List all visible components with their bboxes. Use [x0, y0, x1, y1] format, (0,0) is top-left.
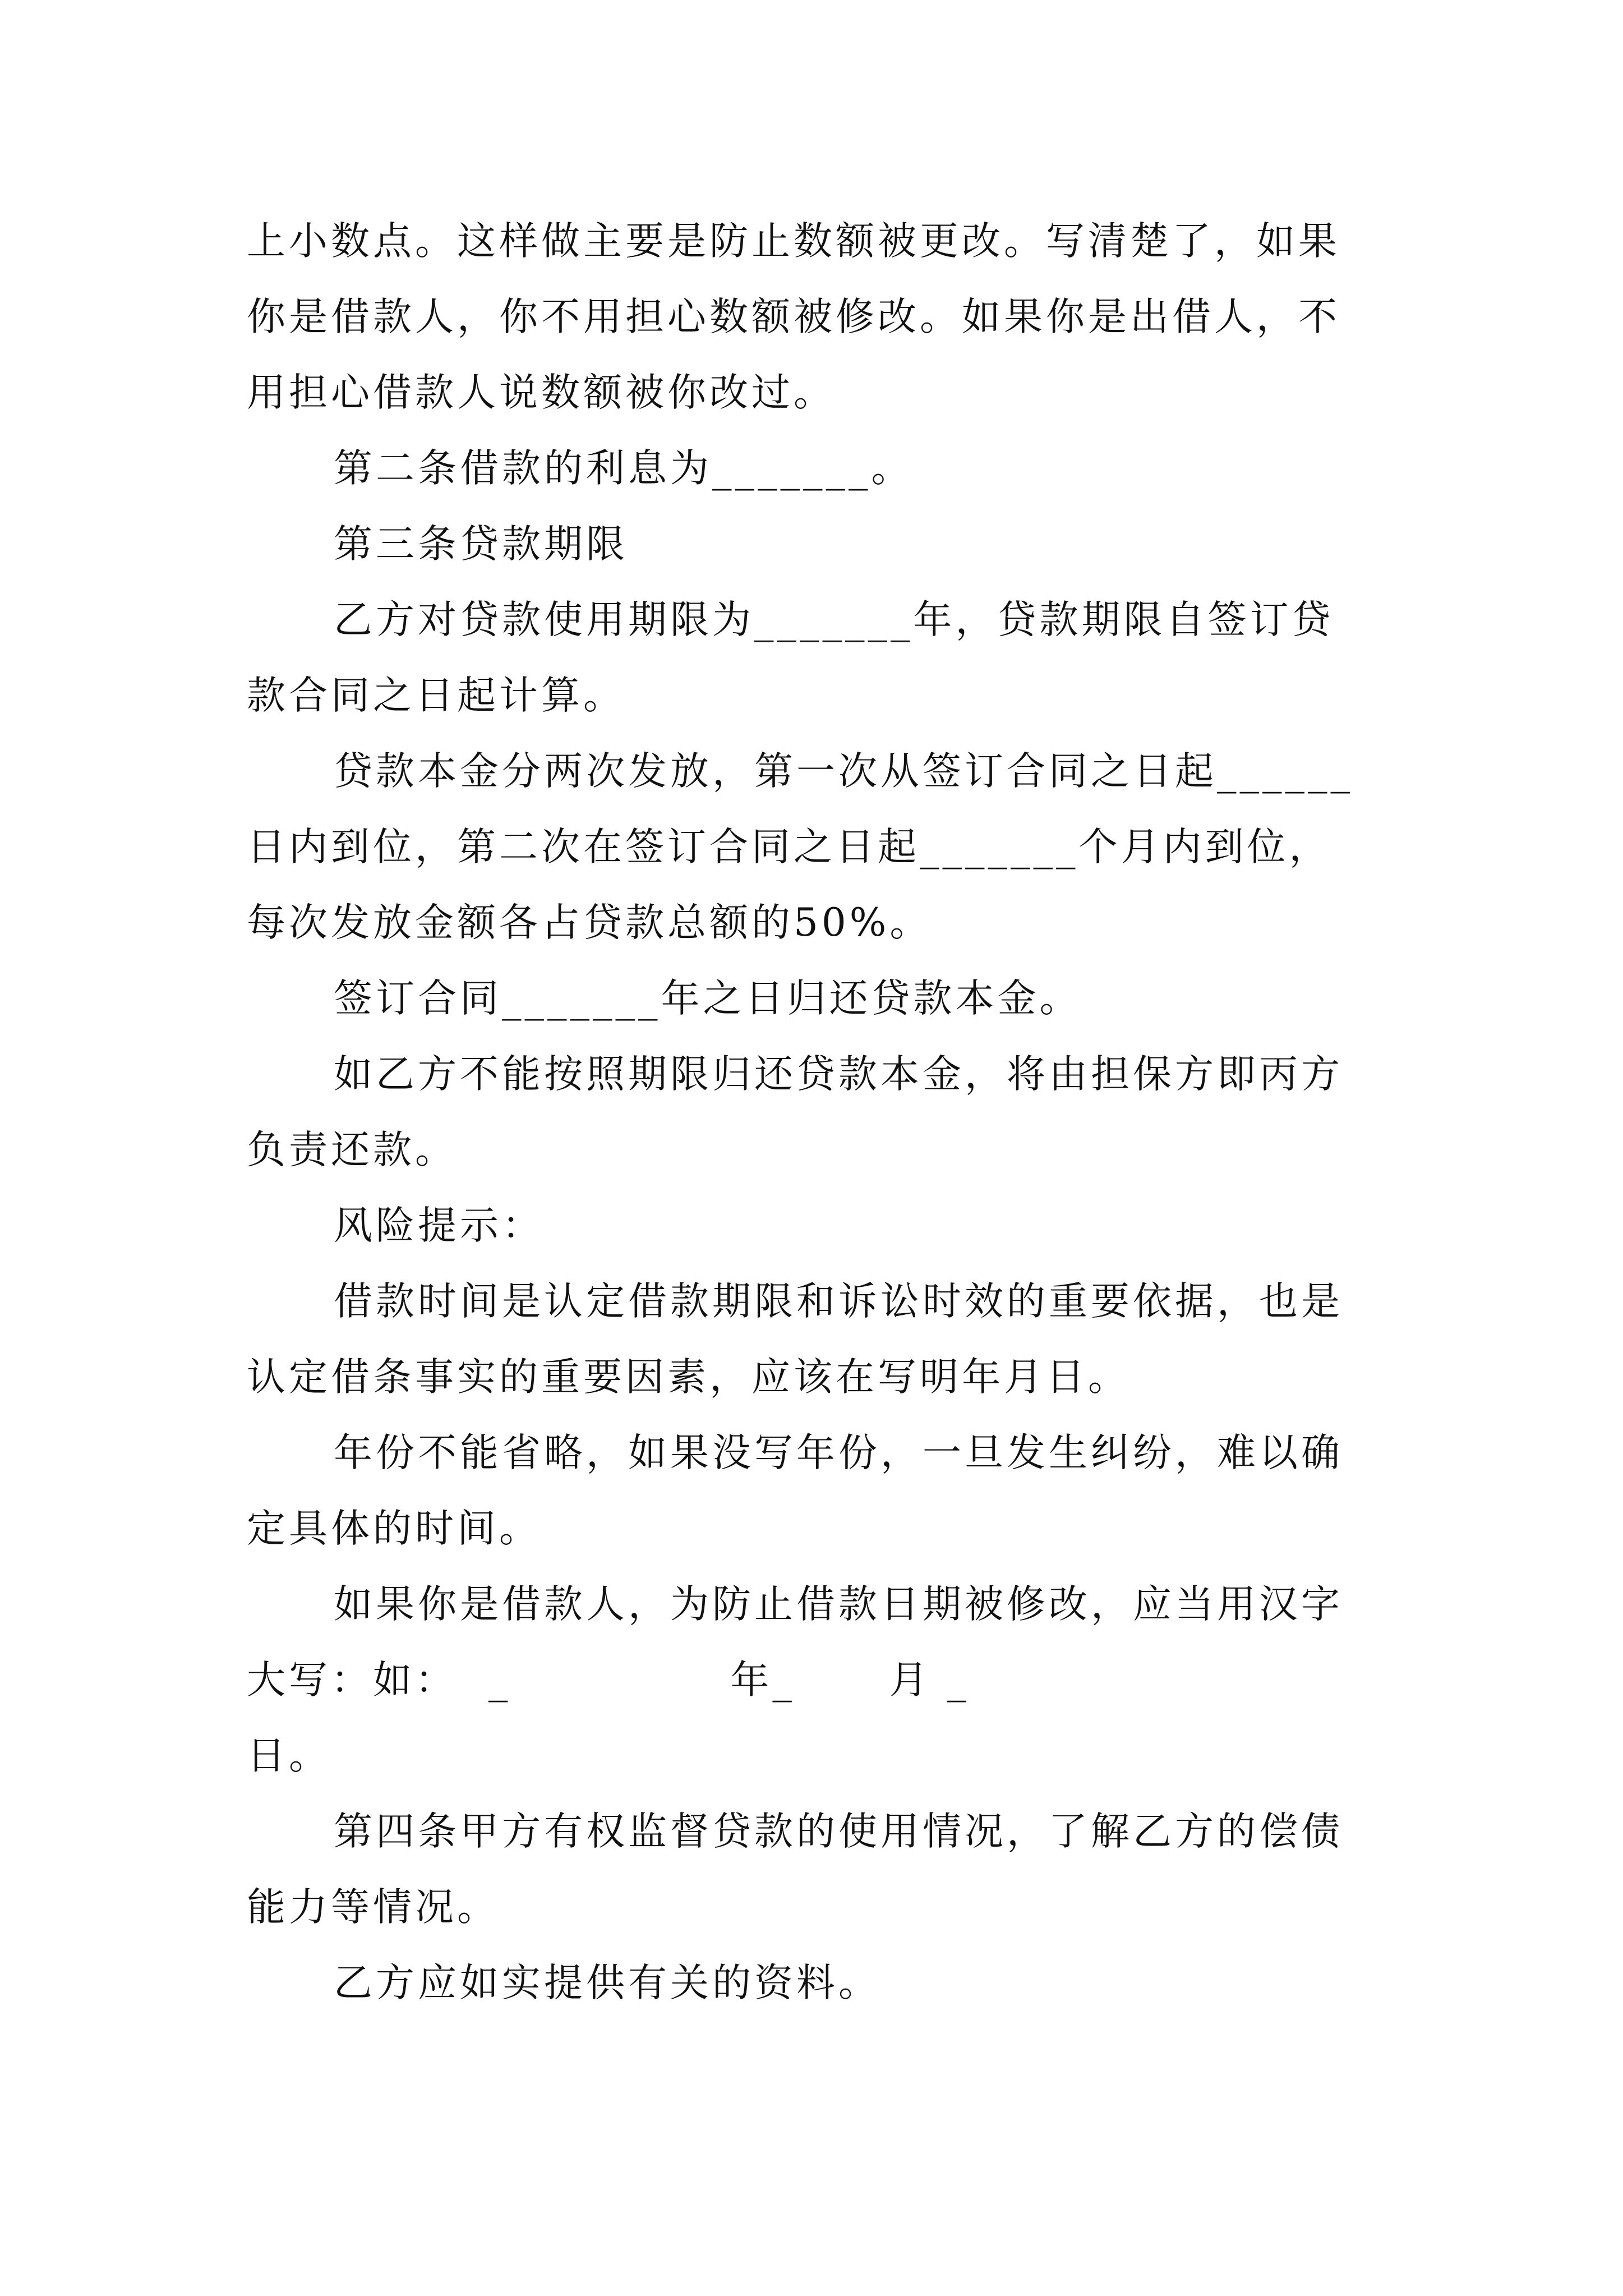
paragraph-line: 签订合同_______年之日归还贷款本金。 [334, 976, 1082, 1021]
paragraph-line: 你是借款人，你不用担心数额被修改。如果你是出借人，不 [247, 295, 1340, 339]
paragraph-line: 日内到位，第二次在签订合同之日起_______个月内到位， [247, 825, 1331, 869]
paragraph-line: 上小数点。这样做主要是防止数额被更改。写清楚了，如果 [247, 219, 1340, 264]
paragraph-line: 年份不能省略，如果没写年份，一旦发生纠纷，难以确 [334, 1430, 1343, 1475]
paragraph-line: 如乙方不能按照期限归还贷款本金，将由担保方即丙方 [334, 1052, 1343, 1097]
paragraph-line: 定具体的时间。 [247, 1506, 541, 1551]
paragraph-line: 日。 [247, 1733, 331, 1778]
paragraph-line: 用担心借款人说数额被你改过。 [247, 370, 836, 415]
paragraph-line: 贷款本金分两次发放，第一次从签订合同之日起______ [334, 749, 1353, 794]
paragraph-line: 负责还款。 [247, 1128, 457, 1172]
section-heading: 风险提示： [334, 1203, 544, 1248]
paragraph-line: 乙方对贷款使用期限为_______年，贷款期限自签订贷 [334, 597, 1334, 642]
paragraph-line: 第四条甲方有权监督贷款的使用情况，了解乙方的偿债 [334, 1809, 1343, 1854]
paragraph-line: 借款时间是认定借款期限和诉讼时效的重要依据，也是 [334, 1279, 1343, 1324]
section-heading: 第三条贷款期限 [334, 522, 628, 567]
paragraph-line: 第二条借款的利息为_______。 [334, 446, 914, 491]
paragraph-line: 认定借条事实的重要因素，应该在写明年月日。 [247, 1355, 1130, 1400]
paragraph-line: 如果你是借款人，为防止借款日期被修改，应当用汉字 [334, 1582, 1343, 1627]
paragraph-line: 大写：如： _ 年_ 月 _ [247, 1658, 970, 1703]
paragraph-line: 乙方应如实提供有关的资料。 [334, 1961, 880, 2005]
paragraph-line: 款合同之日起计算。 [247, 673, 625, 718]
paragraph-line: 能力等情况。 [247, 1885, 499, 1930]
paragraph-line: 每次发放金额各占贷款总额的50%。 [247, 900, 932, 945]
